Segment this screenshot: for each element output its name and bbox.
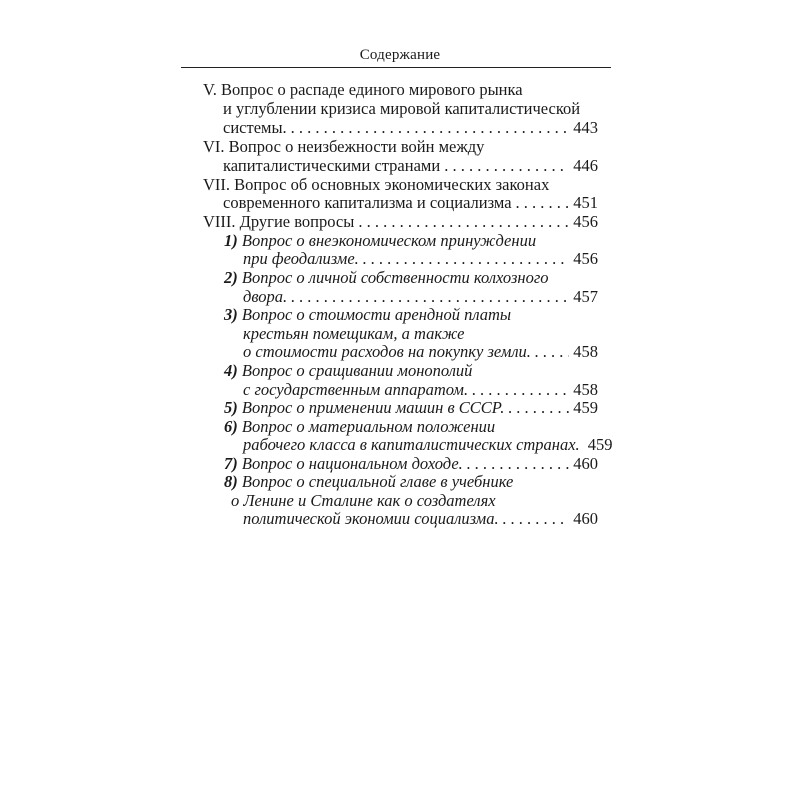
leader-dots [535, 342, 569, 362]
toc-line [231, 491, 496, 511]
toc-text: V. Вопрос о распаде единого мирового рынка [203, 80, 523, 99]
toc-entry[interactable] [223, 193, 598, 213]
toc-line [203, 175, 549, 195]
leader-dots [291, 287, 569, 307]
leader-dots [472, 380, 569, 400]
item-number: 3) [224, 305, 238, 324]
leader-dots [363, 249, 569, 269]
toc-text: Вопрос о сращивании монополий [241, 361, 473, 380]
page-number: 446 [573, 156, 598, 175]
toc-text: о стоимости расходов на покупку земли. [243, 342, 531, 361]
toc-text: Вопрос о применении машин в СССР. [241, 398, 505, 417]
leader-dots [516, 193, 570, 213]
toc-entry[interactable] [243, 342, 598, 362]
page-number: 460 [573, 509, 598, 528]
item-number: 2) [224, 268, 238, 287]
item-number: 1) [224, 231, 238, 250]
item-number: 8) [224, 472, 238, 491]
toc-text: двора. [243, 287, 288, 306]
page-number: 457 [573, 287, 598, 306]
running-header: Содержание [359, 47, 441, 63]
toc-line [224, 305, 511, 325]
toc-text: и углублении кризиса мировой капиталистической [223, 99, 581, 118]
toc-text: VI. Вопрос о неизбежности войн между [203, 137, 485, 156]
page-number: 456 [573, 212, 598, 231]
page-number: 456 [573, 249, 598, 268]
toc-text: крестьян помещикам, а также [243, 324, 465, 343]
item-number: 6) [224, 417, 238, 436]
leader-dots [508, 398, 569, 418]
toc-text: при феодализме. [243, 249, 359, 268]
toc-entry[interactable] [224, 398, 598, 418]
item-number: 4) [224, 361, 238, 380]
toc-text: с государственным аппаратом. [243, 380, 469, 399]
toc-line [203, 137, 484, 157]
toc-line [224, 361, 472, 381]
toc-entry[interactable] [243, 509, 598, 529]
toc-entry[interactable] [243, 380, 598, 400]
toc-text: системы. [223, 118, 287, 137]
leader-dots [467, 454, 569, 474]
page-number: 458 [573, 380, 598, 399]
toc-entry[interactable] [224, 454, 598, 474]
page-number: 460 [573, 454, 598, 473]
toc-line [203, 80, 523, 100]
toc-entry[interactable] [243, 249, 598, 269]
leader-dots [358, 212, 569, 232]
toc-text: капиталистическими странами [223, 156, 441, 175]
toc-line [223, 99, 580, 119]
toc-text: Вопрос о национальном доходе. [241, 454, 463, 473]
page-number: 443 [573, 118, 598, 137]
page-number: 458 [573, 342, 598, 361]
toc-text: политической экономии социализма. [243, 509, 499, 528]
toc-line [224, 472, 513, 492]
toc-entry[interactable] [243, 435, 613, 455]
toc-text: VIII. Другие вопросы [203, 212, 355, 231]
toc-text: Вопрос о материальном положении [241, 417, 496, 436]
page-number: 459 [573, 398, 598, 417]
toc-text: VII. Вопрос об основных экономических законах [203, 175, 550, 194]
toc-line [224, 417, 495, 437]
toc-entry[interactable] [203, 212, 598, 232]
toc-entry[interactable] [223, 156, 598, 176]
toc-entry[interactable] [243, 287, 598, 307]
leader-dots [503, 509, 570, 529]
toc-text: Вопрос о стоимости арендной платы [241, 305, 512, 324]
leader-dots [291, 118, 570, 138]
item-number: 7) [224, 454, 238, 473]
leader-dots [444, 156, 569, 176]
toc-text: рабочего класса в капиталистических странах. [243, 435, 580, 454]
page-number: 451 [573, 193, 598, 212]
toc-line [224, 268, 549, 288]
toc-text: Вопрос о внеэкономическом принуждении [241, 231, 537, 250]
item-number: 5) [224, 398, 238, 417]
page-number: 459 [587, 435, 613, 454]
toc-text: Вопрос о личной собственности колхозного [241, 268, 549, 287]
toc-text: современного капитализма и социализма [223, 193, 512, 212]
toc-line [224, 231, 536, 251]
header-rule [181, 67, 611, 68]
toc-entry[interactable] [223, 118, 598, 138]
toc-text: о Ленине и Сталине как о создателях [231, 491, 496, 510]
toc-text: Вопрос о специальной главе в учебнике [241, 472, 514, 491]
toc-line [243, 324, 465, 344]
